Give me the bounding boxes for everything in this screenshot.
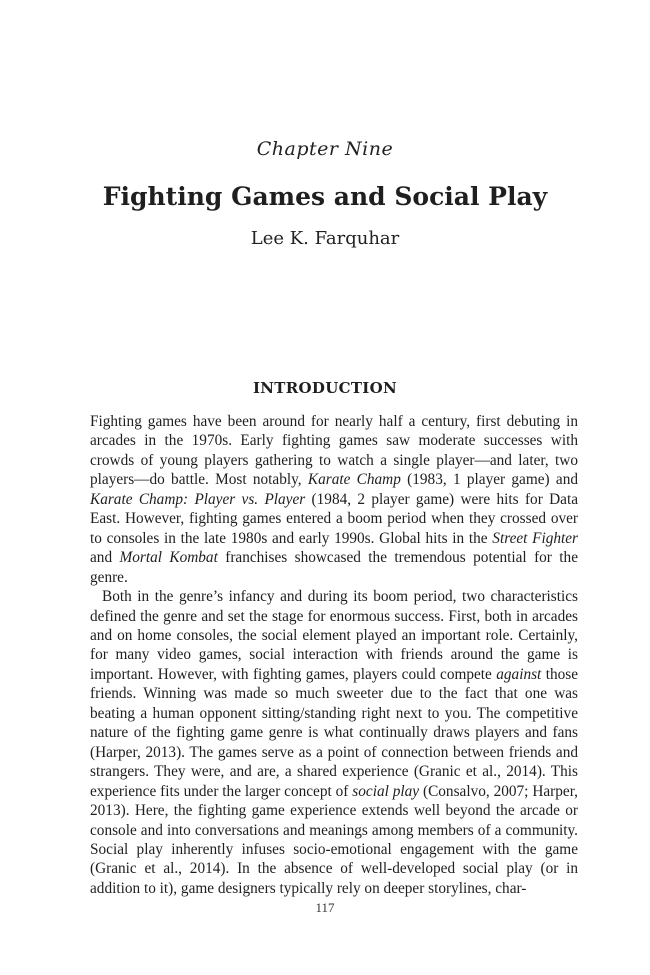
text-segment: those friends. Winning was made so much sweeter due to the fact that one was beating a human opponent sitting/standing right next to you. The competitive nature of the fighting game genre is what continually draws players and fans (Harper, 2013). The games serve as a point of connection between friends and strangers. They were, and are, a shared experience (Granic et al., 2014). This experience fits under the larger concept of <box>90 665 578 800</box>
chapter-number: Chapter Nine <box>256 138 394 160</box>
franchise-title: Mortal Kombat <box>119 549 218 567</box>
game-title: Karate Champ <box>307 471 401 489</box>
section-heading: INTRODUCTION <box>252 379 397 397</box>
game-title: Karate Champ: Player vs. Player <box>90 490 306 508</box>
paragraph <box>90 412 578 587</box>
text-segment: (1983, 1 player game) and <box>400 471 578 489</box>
paragraph <box>90 587 578 898</box>
text-segment: Both in the genre’s infancy and during its boom period, two characteristics defined the genre and set the stage for enormous success. First, both in arcades and on home consoles, the social element played an important role. Certainly, for many video games, social interaction with friends around the game is important. However, with fighting games, players could compete <box>90 588 578 683</box>
text-segment: (Consalvo, 2007; Harper, 2013). Here, the fighting game experience extends well beyond the arcade or console and into conversations and meanings among members of a community. Social play inherently infuses socio-emotional engagement with the game (Granic et al., 2014). In the absence of well-developed social play (or in addition to it), game designers typically rely on deeper storylines, char- <box>90 782 579 897</box>
page-number: 117 <box>315 900 335 915</box>
author-name: Lee K. Farquhar <box>250 228 400 249</box>
text-segment: Fighting games have been around for nearly half a century, first debuting in arcades in the 1970s. Early fighting games saw moderate successes with crowds of young players gathering to watch a single player—and later, two players—do battle. Most notably, <box>90 413 578 489</box>
chapter-title: Fighting Games and Social Play <box>102 182 548 211</box>
text-segment: franchises showcased the tremendous potential for the genre. <box>90 549 578 586</box>
term: social play <box>352 782 420 800</box>
text-segment: and <box>90 549 120 567</box>
emphasis: against <box>496 665 542 683</box>
body-text <box>90 412 578 898</box>
franchise-title: Street Fighter <box>492 529 578 547</box>
text-segment: (1984, 2 player game) were hits for Data East. However, fighting games entered a boom period when they crossed over to consoles in the late 1980s and early 1990s. Global hits in the <box>90 490 578 547</box>
